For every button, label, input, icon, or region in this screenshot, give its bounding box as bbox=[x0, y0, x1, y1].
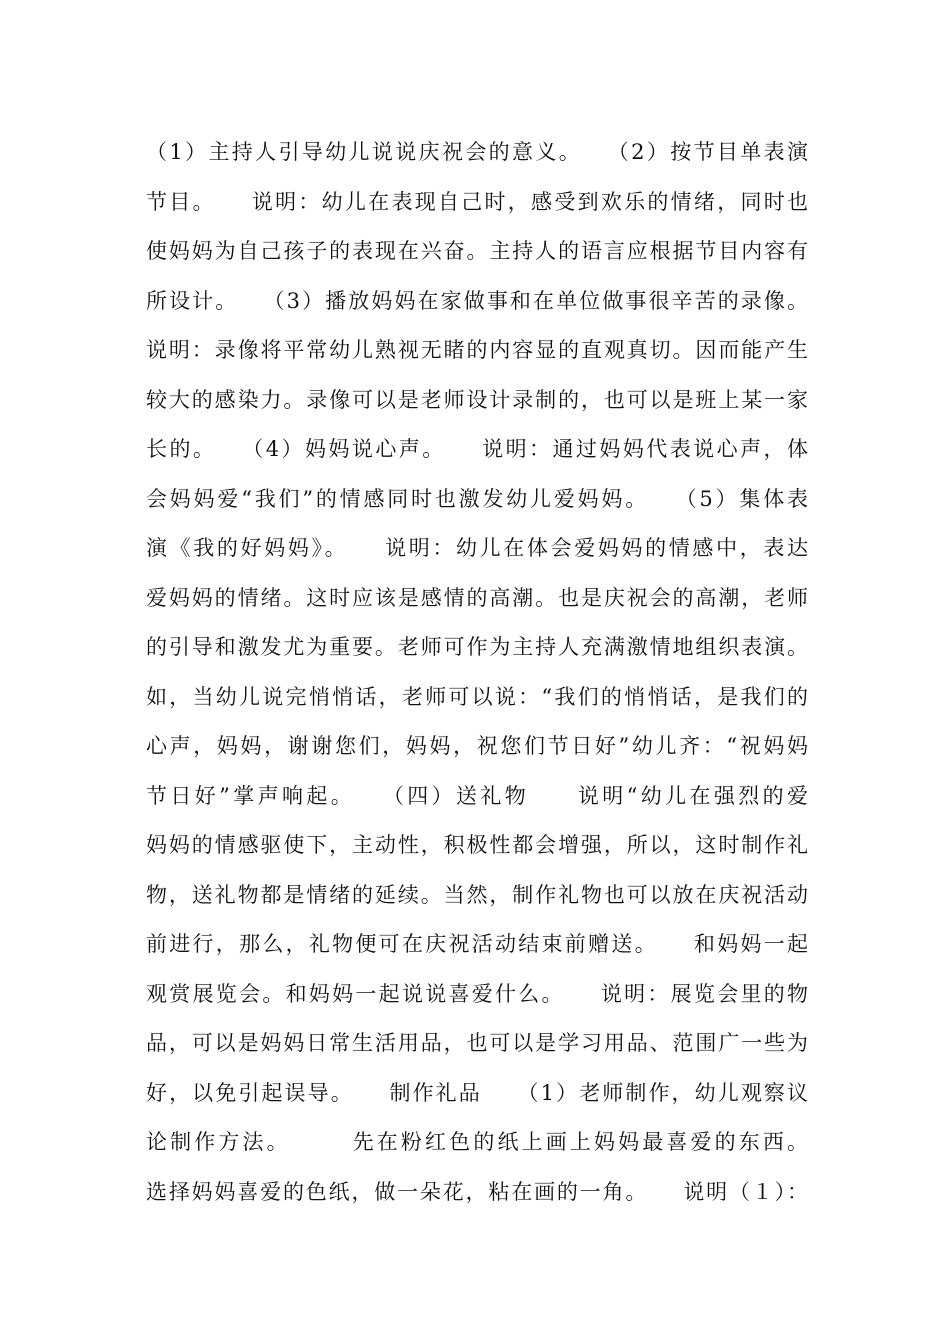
text-line-12: 如，当幼儿说完悄悄话，老师可以说：“我们的悄悄话，是我们的 bbox=[146, 684, 808, 709]
text-line-20: 好，以免引起误导。 制作礼品 （1）老师制作，幼儿观察议 bbox=[146, 1080, 808, 1105]
text-line-17: 前进行，那么，礼物便可在庆祝活动结束前赠送。 和妈妈一起 bbox=[146, 932, 808, 956]
text-line-21: 论制作方法。 先在粉红色的纸上画上妈妈最喜爱的东西。 bbox=[146, 1130, 808, 1154]
text-line-11: 的引导和激发尤为重要。老师可作为主持人充满激情地组织表演。 bbox=[146, 635, 808, 659]
text-line-10: 爱妈妈的情绪。这时应该是感情的高潮。也是庆祝会的高潮，老师 bbox=[146, 585, 808, 610]
text-line-22: 选择妈妈喜爱的色纸，做一朵花，粘在画的一角。 说明（１）： bbox=[146, 1179, 808, 1204]
text-line-16: 物，送礼物都是情绪的延续。当然，制作礼物也可以放在庆祝活动 bbox=[146, 882, 808, 907]
text-line-6: 较大的感染力。录像可以是老师设计录制的，也可以是班上某一家 bbox=[146, 387, 808, 412]
text-line-14: 节日好”掌声响起。 （四）送礼物 说明“幼儿在强烈的爱 bbox=[146, 783, 808, 808]
body-text bbox=[146, 128, 808, 1217]
text-line-2: 节目。 说明：幼儿在表现自己时，感受到欢乐的情绪，同时也 bbox=[146, 189, 808, 214]
text-line-15: 妈妈的情感驱使下，主动性，积极性都会增强，所以，这时制作礼 bbox=[146, 833, 808, 857]
text-line-9: 演《我的好妈妈》。 说明：幼儿在体会爱妈妈的情感中，表达 bbox=[146, 536, 808, 560]
text-line-19: 品，可以是妈妈日常生活用品，也可以是学习用品、范围广一些为 bbox=[146, 1031, 808, 1055]
text-line-4: 所设计。 （3）播放妈妈在家做事和在单位做事很辛苦的录像。 bbox=[146, 288, 808, 313]
text-line-3: 使妈妈为自己孩子的表现在兴奋。主持人的语言应根据节目内容有 bbox=[146, 239, 808, 263]
text-line-7: 长的。 （4）妈妈说心声。 说明：通过妈妈代表说心声，体 bbox=[146, 437, 808, 461]
text-line-18: 观赏展览会。和妈妈一起说说喜爱什么。 说明：展览会里的物 bbox=[146, 981, 808, 1006]
text-line-8: 会妈妈爱“我们”的情感同时也激发幼儿爱妈妈。 （5）集体表 bbox=[146, 486, 808, 511]
text-line-1: （1）主持人引导幼儿说说庆祝会的意义。 （2）按节目单表演 bbox=[146, 140, 808, 164]
text-line-13: 心声，妈妈，谢谢您们，妈妈，祝您们节日好”幼儿齐：“祝妈妈 bbox=[146, 734, 808, 758]
text-line-5: 说明：录像将平常幼儿熟视无睹的内容显的直观真切。因而能产生 bbox=[146, 338, 808, 362]
